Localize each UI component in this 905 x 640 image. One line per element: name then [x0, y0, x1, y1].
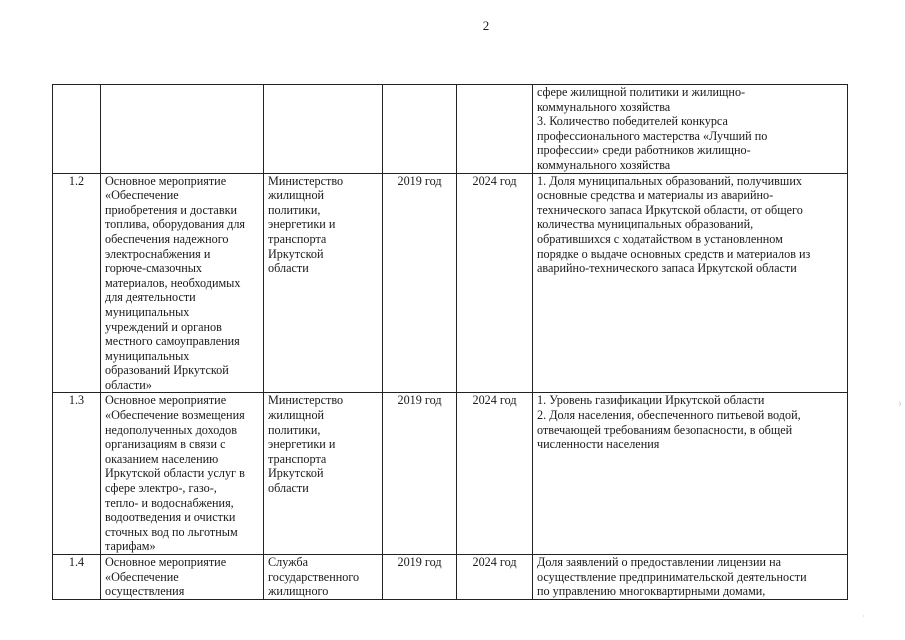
- scan-artifact-mark: ⁾: [898, 400, 901, 410]
- program-events-table: [52, 84, 848, 600]
- end-year-cell: 2024 год: [457, 555, 533, 600]
- row-number-cell: [53, 85, 101, 174]
- page-number: 2: [482, 18, 490, 33]
- start-year-cell: [383, 85, 457, 174]
- indicators-cell: сфере жилищной политики и жилищно- коммунального хозяйства 3. Количество победителей конкурса профессионального мастерства «Лучший по профессии» среди работников жилищно- коммунального хозяйства: [533, 85, 848, 174]
- executor-cell: Министерство жилищной политики, энергетики и транспорта Иркутской области: [264, 173, 383, 393]
- end-year-cell: [457, 85, 533, 174]
- event-cell: Основное мероприятие «Обеспечение приобретения и доставки топлива, оборудования для обеспечения надежного электроснабжения и горюче-смазочных материалов, необходимых для деятельности муниципальных учреждений и органов местного самоуправления муниципальных образований Иркутской области»: [101, 173, 264, 393]
- executor-cell: Министерство жилищной политики, энергетики и транспорта Иркутской области: [264, 393, 383, 555]
- event-cell: [101, 85, 264, 174]
- event-cell: Основное мероприятие «Обеспечение осуществления: [101, 555, 264, 600]
- start-year-cell: 2019 год: [383, 393, 457, 555]
- row-number-cell: 1.3: [53, 393, 101, 555]
- event-cell: Основное мероприятие «Обеспечение возмещения недополученных доходов организациям в связи с оказанием населению Иркутской области услуг в сфере электро-, газо-, тепло- и водоснабжения, водоотведения и очистки сточных вод по льготным тарифам»: [101, 393, 264, 555]
- scan-artifact-dot: ·: [862, 612, 865, 621]
- row-number-cell: 1.2: [53, 173, 101, 393]
- executor-cell: [264, 85, 383, 174]
- end-year-cell: 2024 год: [457, 393, 533, 555]
- end-year-cell: 2024 год: [457, 173, 533, 393]
- indicators-cell: 1. Доля муниципальных образований, получивших основные средства и материалы из аварийно- технического запаса Иркутской области, от общего количества муниципальных образований, обратившихся с ходатайством в установленном порядке о выдаче основных средств и материалов из аварийно-технического запаса Иркутской области: [533, 173, 848, 393]
- table-row-1-3: [53, 393, 848, 555]
- indicators-cell: 1. Уровень газификации Иркутской области 2. Доля населения, обеспеченного питьевой водой, отвечающей требованиям безопасности, в общей численности населения: [533, 393, 848, 555]
- executor-cell: Служба государственного жилищного: [264, 555, 383, 600]
- table-row-1-2: [53, 173, 848, 393]
- row-number-cell: 1.4: [53, 555, 101, 600]
- table-row-1-4: [53, 555, 848, 600]
- start-year-cell: 2019 год: [383, 555, 457, 600]
- start-year-cell: 2019 год: [383, 173, 457, 393]
- indicators-cell: Доля заявлений о предоставлении лицензии на осуществление предпринимательской деятельности по управлению многоквартирными домами,: [533, 555, 848, 600]
- table-row-continuation: [53, 85, 848, 174]
